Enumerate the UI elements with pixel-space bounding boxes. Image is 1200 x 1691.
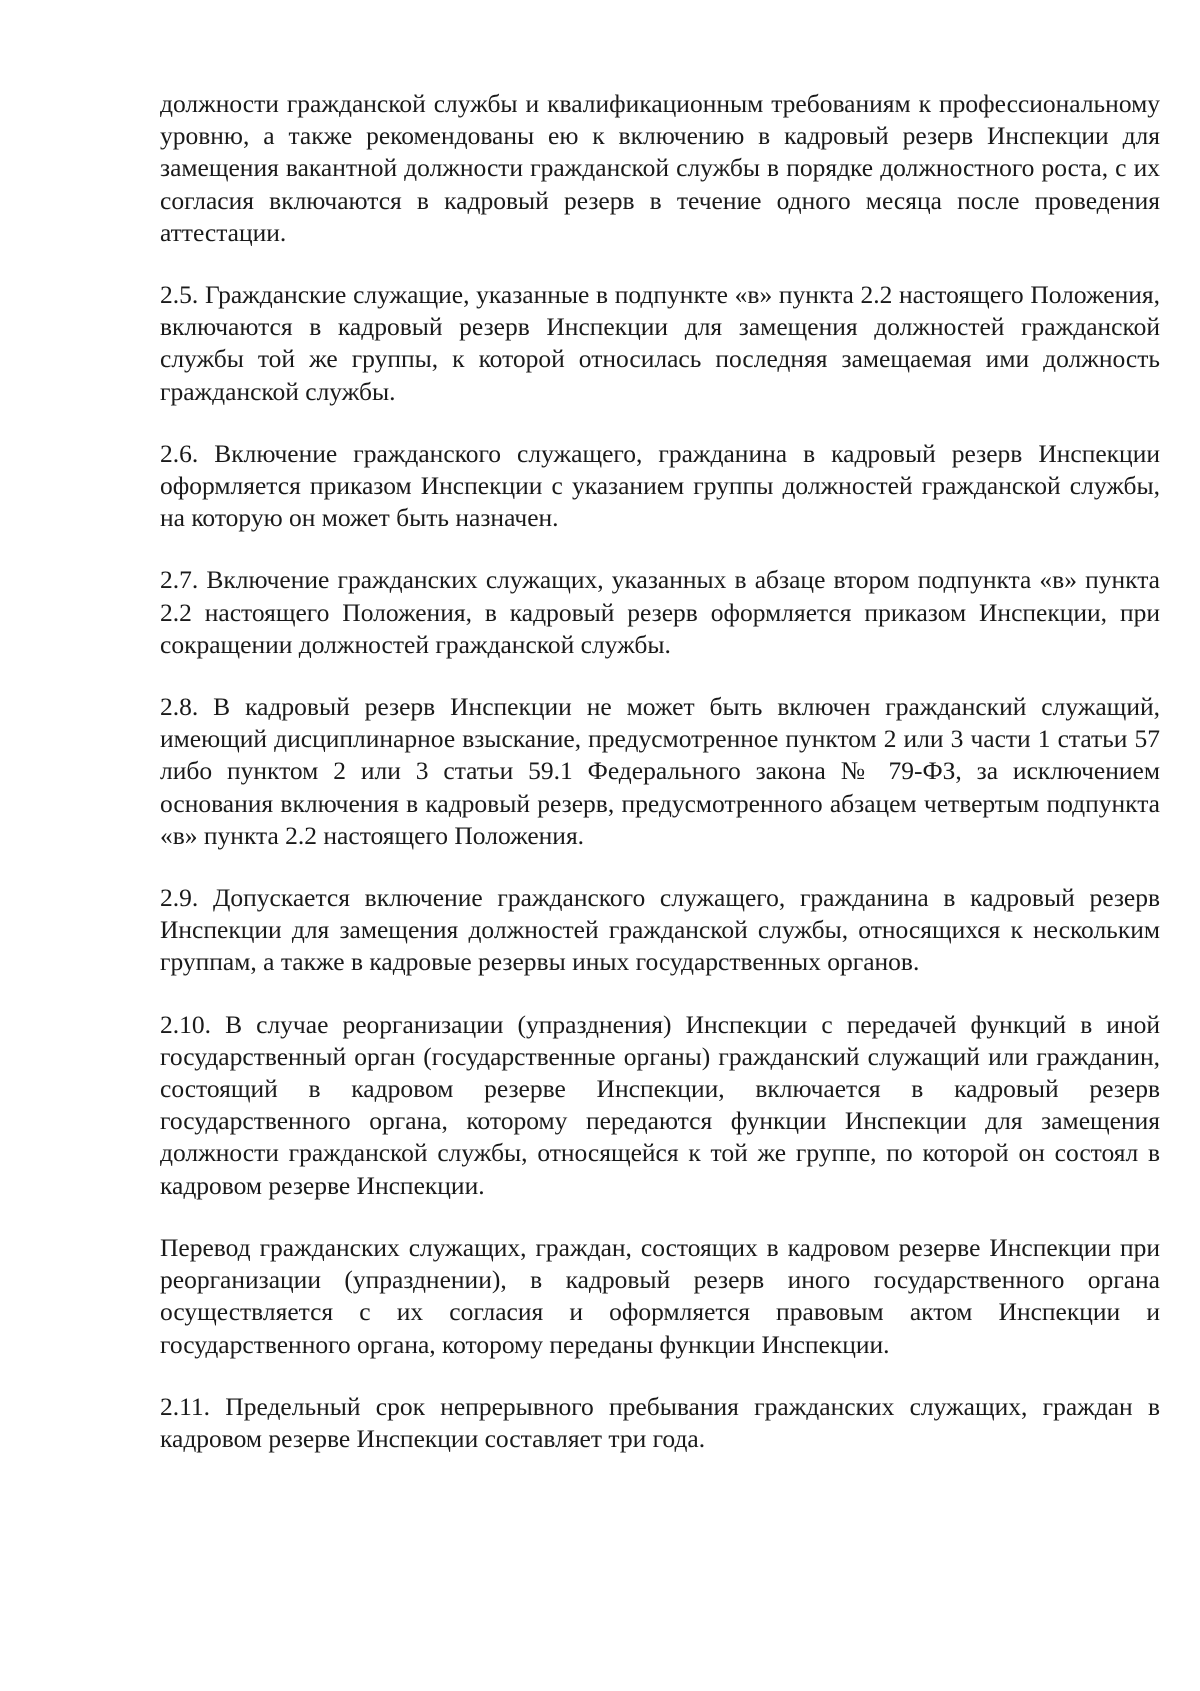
- paragraph-transfer: Перевод гражданских служащих, граждан, состоящих в кадровом резерве Инспекции при реорганизации (упразднении), в кадровый резерв иного государственного органа осуществляется с их согласия и оформляется правовым актом Инспекции и государственного органа, которому переданы функции Инспекции.: [160, 1232, 1160, 1359]
- paragraph-2-10: 2.10. В случае реорганизации (упразднения) Инспекции с передачей функций в иной государственный орган (государственные органы) гражданский служащий или гражданин, состоящий в кадровом резерве Инспекции, включается в кадровый резерв государственного органа, которому передаются функции Инспекции для замещения должности гражданской службы, относящейся к той же группе, по которой он состоял в кадровом резерве Инспекции.: [160, 1009, 1160, 1200]
- paragraph-continuation: должности гражданской службы и квалификационным требованиям к профессиональному уровню, а также рекомендованы ею к включению в кадровый резерв Инспекции для замещения вакантной должности гражданской службы в порядке должностного роста, с их согласия включаются в кадровый резерв в течение одного месяца после проведения аттестации.: [160, 89, 1160, 247]
- paragraph-2-9: 2.9. Допускается включение гражданского служащего, гражданина в кадровый резерв Инспекции для замещения должностей гражданской службы, относящихся к нескольким группам, а также в кадровые резервы иных государственных органов.: [160, 883, 1160, 977]
- document-body: [160, 88, 1160, 1485]
- paragraph-2-8: 2.8. В кадровый резерв Инспекции не может быть включен гражданский служащий, имеющий дисциплинарное взыскание, предусмотренное пунктом 2 или 3 части 1 статьи 57 либо пунктом 2 или 3 статьи 59.1 Федерального закона № 79-ФЗ, за исключением основания включения в кадровый резерв, предусмотренного абзацем четвертым подпункта «в» пункта 2.2 настоящего Положения.: [160, 692, 1160, 850]
- paragraph-2-11: 2.11. Предельный срок непрерывного пребывания гражданских служащих, граждан в кадровом резерве Инспекции составляет три года.: [160, 1391, 1160, 1453]
- paragraph-2-6: 2.6. Включение гражданского служащего, гражданина в кадровый резерв Инспекции оформляется приказом Инспекции с указанием группы должностей гражданской службы, на которую он может быть назначен.: [160, 438, 1160, 533]
- paragraph-2-5: 2.5. Гражданские служащие, указанные в подпункте «в» пункта 2.2 настоящего Положения, включаются в кадровый резерв Инспекции для замещения должностей гражданской службы той же группы, к которой относилась последняя замещаемая ими должность гражданской службы.: [160, 280, 1160, 406]
- paragraph-2-7: 2.7. Включение гражданских служащих, указанных в абзаце втором подпункта «в» пункта 2.2 настоящего Положения, в кадровый резерв оформляется приказом Инспекции, при сокращении должностей гражданской службы.: [160, 565, 1160, 659]
